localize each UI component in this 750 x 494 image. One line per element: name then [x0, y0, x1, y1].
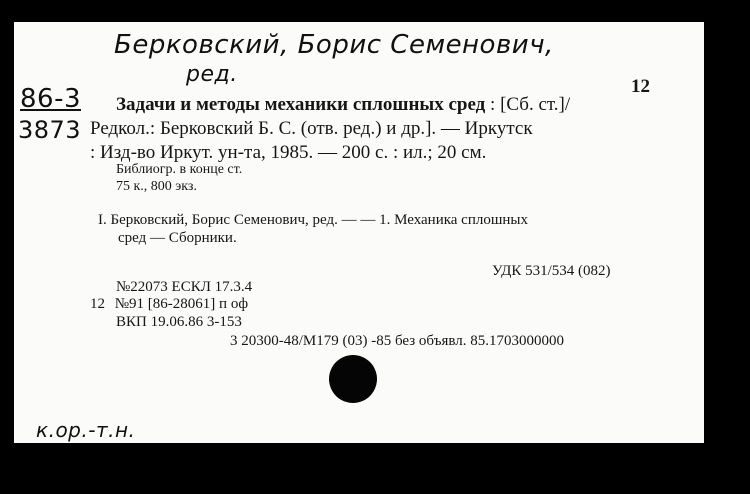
record-line-1: №22073 ЕСКЛ 17.3.4 [116, 279, 253, 295]
title-line-2: Редкол.: Берковский Б. С. (отв. ред.) и др.]. — Иркутск [90, 118, 533, 139]
catalog-card [14, 22, 704, 443]
record-line-3: ВКП 19.06.86 3-153 [116, 314, 242, 330]
call-number-bottom: 3873 [18, 116, 82, 144]
classification-code: 3 20300-48/М179 (03) -85 без объявл. 85.1703000000 [230, 333, 564, 349]
tracing-line-1: I. Берковский, Борис Семенович, ред. — — 1. Механика сплошных [98, 212, 529, 228]
book-title: Задачи и методы механики сплошных сред [116, 94, 486, 115]
tracing-line-2: сред — Сборники. [118, 230, 237, 246]
call-number-top: 86-3 [20, 84, 82, 114]
title-line-1-rest: : [Сб. ст.]/ [490, 94, 571, 115]
page-count-marker: 12 [631, 76, 650, 97]
record-line-2-body: №91 [86-28061] п оф [114, 296, 249, 312]
handwritten-author-note: Берковский, Борис Семенович, [114, 30, 554, 60]
handwritten-footer-note: к.ор.-т.н. [36, 418, 136, 442]
record-line-2-prefix: 12 [90, 296, 105, 312]
bibliography-note: Библиогр. в конце ст. [116, 162, 243, 177]
price-note: 75 к., 800 экз. [116, 179, 197, 194]
record-line-2 [90, 296, 248, 313]
udc-code: УДК 531/534 (082) [492, 263, 611, 279]
title-line-3: : Изд-во Иркут. ун-та, 1985. — 200 с. : ил.; 20 см. [90, 142, 487, 163]
handwritten-role-note: ред. [186, 62, 238, 87]
card-punch-hole [329, 355, 377, 403]
title-line-1 [116, 94, 570, 116]
